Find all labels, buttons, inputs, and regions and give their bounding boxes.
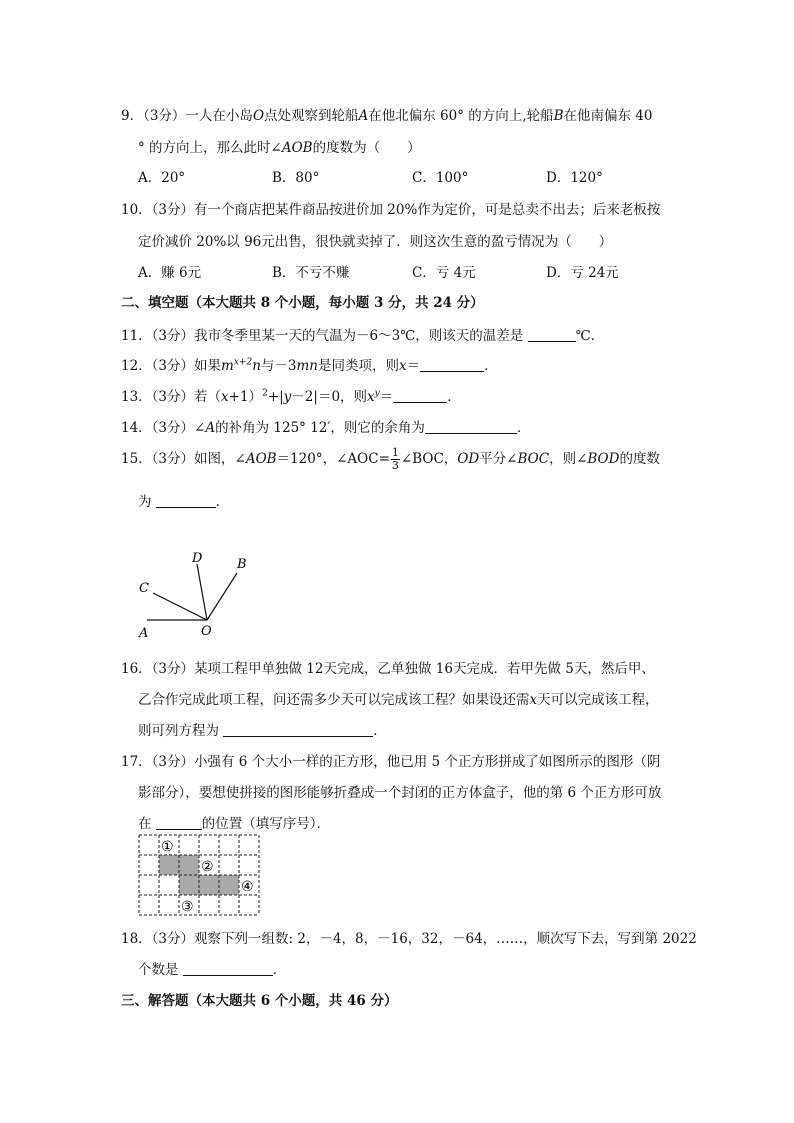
q10-option-a: A．赚 6元 <box>138 265 202 281</box>
q13-text: －2|＝0，则 <box>291 389 368 405</box>
q15-line1 <box>121 447 660 472</box>
q17-text: 在 <box>138 816 152 832</box>
q15-var: BOD <box>587 451 620 467</box>
q12-var: m <box>221 358 234 374</box>
q11-answer-blank[interactable] <box>528 328 576 343</box>
q16-line2 <box>138 688 659 708</box>
q16-line1: 16．（3分）某项工程甲单独做 12天完成，乙单独做 16天完成．若甲先做 5天，然后甲、 <box>121 661 655 677</box>
q12-text: ． <box>484 358 498 374</box>
q13-text: +| <box>267 389 284 405</box>
q9-option-c: C．100° <box>412 170 469 186</box>
q15-text: ． <box>215 494 230 510</box>
q13-text: +1） <box>228 389 263 405</box>
shaded-square <box>219 875 239 895</box>
q15-fraction-numerator: 1 <box>391 446 399 459</box>
section-3-heading: 三、解答题（本大题共 6 个小题，共 46 分） <box>121 993 398 1009</box>
q14-answer-blank[interactable] <box>425 420 517 435</box>
q12-text: ＝ <box>406 358 421 374</box>
q12 <box>121 354 498 374</box>
q16-line3 <box>138 719 387 739</box>
shaded-square <box>199 875 219 895</box>
shaded-square <box>179 855 199 875</box>
q13-var: x <box>221 389 229 405</box>
q16-text: 天可以完成该工程， <box>537 692 659 708</box>
q16-answer-blank[interactable] <box>223 723 373 738</box>
q9-text: 在他北偏东 60° 的方向上,轮船 <box>368 108 554 124</box>
q17-line2: 影部分），要想使拼接的图形能够折叠成一个封闭的正方体盒子，他的第 6 个正方形可放 <box>138 785 662 801</box>
grid-label-1: ① <box>161 839 174 855</box>
q17-text: 的位置（填写序号）． <box>201 816 331 832</box>
q18-text: ． <box>272 962 287 978</box>
q15-answer-blank[interactable] <box>156 494 216 509</box>
q9-text: 9．（3分）一人在小岛 <box>121 108 253 124</box>
q10-line2: 定价减价 20%以 96元出售，很快就卖掉了．则这次生意的盈亏情况为（ ） <box>138 234 613 250</box>
q13-var: x <box>367 389 375 405</box>
q13-var: y <box>283 389 292 405</box>
shaded-square <box>159 855 179 875</box>
q15-text: ∠BOC， <box>400 451 458 467</box>
q17-net-grid-figure <box>138 834 262 918</box>
label-c: C <box>139 581 149 596</box>
q9-option-b: B．80° <box>272 170 320 186</box>
q15-text: 的度数 <box>619 451 660 467</box>
q11-text: ℃． <box>575 328 605 344</box>
q11-text: 11．（3分）我市冬季里某一天的气温为－6～3℃，则该天的温差是 <box>121 328 524 344</box>
q17-line3 <box>138 812 330 832</box>
q9-text: 点处观察到轮船 <box>264 108 359 124</box>
q14 <box>121 416 530 436</box>
grid-label-3: ③ <box>181 899 194 915</box>
q13-exponent: y <box>374 388 380 399</box>
q9-option-d: D．120° <box>546 170 603 186</box>
q15-fraction-denominator: 3 <box>391 459 399 472</box>
grid-label-4: ④ <box>241 879 254 895</box>
q18-line1: 18．（3分）观察下列一组数: 2，－4，8，－16，32，－64，……，顺次写下去，写到第 2022 <box>121 931 697 947</box>
q15-fraction <box>391 447 400 472</box>
q15-text: 平分∠ <box>479 451 518 467</box>
q18-line2 <box>138 958 286 978</box>
q9-var-aob: AOB <box>281 140 313 156</box>
q12-text: 是同类项，则 <box>317 358 399 374</box>
q9-var-b: B <box>553 108 564 124</box>
q16-text: 则可列方程为 <box>138 723 219 739</box>
q15-var: BOC <box>517 451 550 467</box>
section-2-heading: 二、填空题（本大题共 8 个小题，每小题 3 分，共 24 分） <box>121 295 484 311</box>
q12-var: mn <box>296 358 318 374</box>
q16-text: 乙合作完成此项工程，问还需多少天可以完成该工程？如果设还需 <box>138 692 530 708</box>
q9-text: 的度数为（ ） <box>312 140 421 156</box>
q9-var-o: O <box>252 108 265 124</box>
q13-answer-blank[interactable] <box>393 389 447 404</box>
shaded-square <box>179 875 199 895</box>
q9-option-a: A．20° <box>138 170 186 186</box>
q17-line1: 17．（3分）小强有 6 个大小一样的正方形，他已用 5 个正方形拼成了如图所示的图形（阴 <box>121 754 661 770</box>
label-o: O <box>201 624 212 639</box>
label-d: D <box>192 551 203 566</box>
q18-text: 个数是 <box>138 962 179 978</box>
q10-line1: 10．（3分）有一个商店把某件商品按进价加 20%作为定价，可是总卖不出去；后来老板按 <box>121 202 661 218</box>
q12-exponent: x+2 <box>233 357 253 368</box>
q15-text: 15．（3分）如图，∠ <box>121 451 246 467</box>
q12-var: n <box>252 358 261 374</box>
q16-text: ． <box>373 723 387 739</box>
q13 <box>121 385 461 405</box>
q14-text: ． <box>516 420 531 436</box>
q17-answer-blank[interactable] <box>156 816 202 831</box>
q12-answer-blank[interactable] <box>420 358 484 373</box>
q14-text: 14．（3分）∠ <box>121 420 206 436</box>
q12-text: 12．（3分）如果 <box>121 358 222 374</box>
grid-label-2: ② <box>201 859 214 875</box>
label-b: B <box>237 557 247 572</box>
q12-var: x <box>398 358 407 374</box>
q15-text: ，则∠ <box>549 451 588 467</box>
q15-line2 <box>138 490 229 510</box>
ray-oc <box>153 593 207 620</box>
ray-ob <box>207 573 237 620</box>
ray-od <box>197 564 207 620</box>
q10-option-d: D．亏 24元 <box>546 265 619 281</box>
label-a: A <box>139 626 149 641</box>
q9-text: ° 的方向上，那么此时∠ <box>138 140 282 156</box>
q18-answer-blank[interactable] <box>183 962 273 977</box>
q15-text: ＝120°，∠AOC= <box>276 451 390 467</box>
q9-line1 <box>121 104 652 124</box>
q9-line2 <box>138 136 421 156</box>
q9-var-a: A <box>358 108 369 124</box>
q10-option-b: B．不亏不赚 <box>272 265 350 281</box>
q15-text: 为 <box>138 494 152 510</box>
q10-option-c: C．亏 4元 <box>412 265 476 281</box>
q15-var: OD <box>457 451 480 467</box>
q13-text: ＝ <box>379 389 394 405</box>
dashed-grid-lines <box>139 835 259 915</box>
q13-text: 13．（3分）若（ <box>121 389 222 405</box>
q14-text: 的补角为 125° 12′，则它的余角为 <box>215 420 425 436</box>
q9-text: 在他南偏东 40 <box>563 108 653 124</box>
q13-text: ． <box>447 389 461 405</box>
q14-var: A <box>205 420 216 436</box>
q15-var: AOB <box>245 451 277 467</box>
q12-text: 与－3 <box>260 358 297 374</box>
q16-var: x <box>529 692 538 708</box>
q15-angle-figure <box>130 544 260 644</box>
q11 <box>121 324 604 344</box>
q13-exponent: 2 <box>262 388 268 399</box>
